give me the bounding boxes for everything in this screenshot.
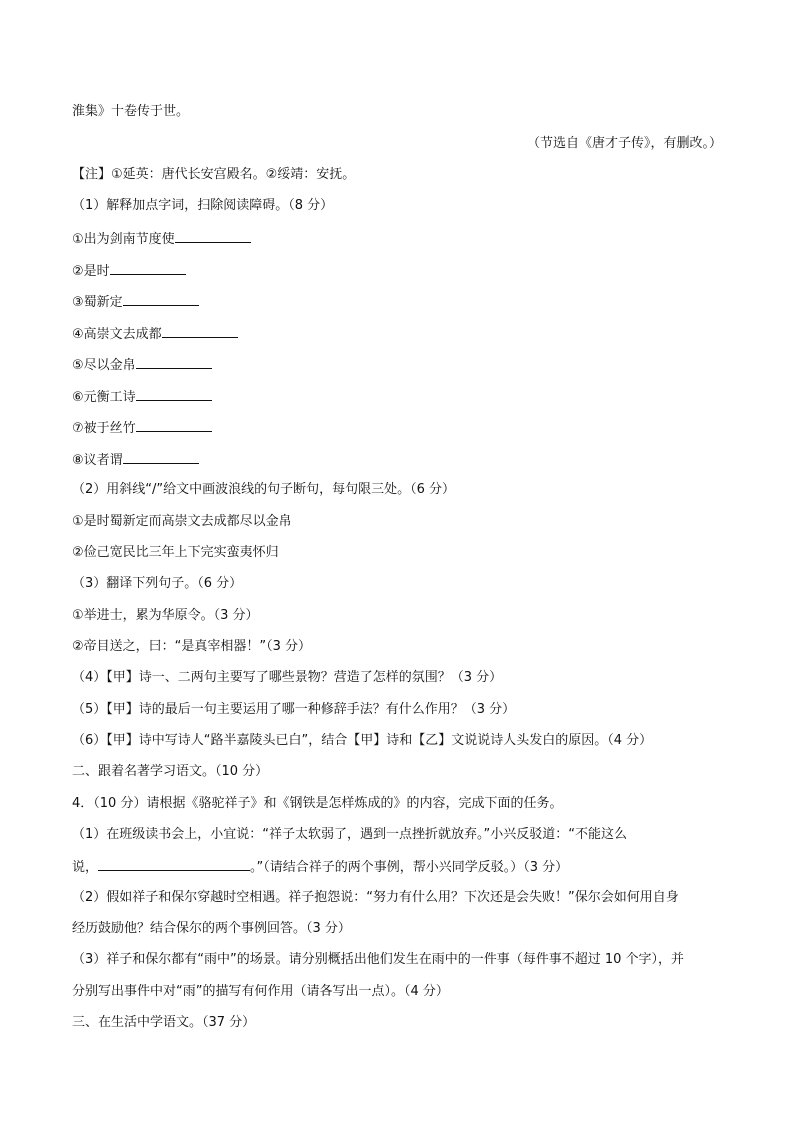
answer-blank[interactable] [136,419,212,432]
item-text: ②是时 [72,264,110,279]
item-text: ①出为剑南节度使 [72,232,175,247]
source-note: （节选自《唐才子传》，有删改。） [526,136,722,151]
item-text: ⑦被于丝竹 [72,421,136,436]
question-3: （3）翻译下列句子。（6 分） [72,576,243,591]
translate-1: ①举进士，累为华原令。（3 分） [72,608,259,623]
answer-item-3 [72,293,199,311]
answer-blank[interactable] [123,451,199,464]
answer-blank[interactable] [136,356,212,369]
question-2: （2）用斜线“/”给文中画波浪线的句子断句，每句限三处。（6 分） [72,482,456,497]
question-4-intro: 4．（10 分）请根据《骆驼祥子》和《钢铁是怎样炼成的》的内容，完成下面的任务。 [72,796,563,811]
item-text: ⑧议者谓 [72,453,123,468]
item-text: ④高崇文去成都 [72,327,162,342]
question-5: （5）【甲】诗的最后一句主要运用了哪一种修辞手法？有什么作用？（3 分） [72,702,516,717]
section-heading-2: 二、跟着名著学习语文。（10 分） [72,764,269,779]
line-end: 。”（请结合祥子的两个事例，帮小兴同学反驳。）（3 分） [250,860,569,875]
item-text: ③蜀新定 [72,295,123,310]
answer-item-6 [72,388,212,406]
task-3-line-2: 分别写出事件中对“雨”的描写有何作用（请各写出一点）。（4 分） [72,984,449,999]
translate-2: ②帝目送之，曰：“是真宰相器！”（3 分） [72,639,312,654]
answer-blank[interactable] [123,293,199,306]
task-3-line-1: （3）祥子和保尔都有“雨中”的场景。请分别概括出他们发生在雨中的一件事（每件事不超过 10 个字），并 [72,952,685,967]
task-2-line-2: 经历鼓励他？结合保尔的两个事例回答。（3 分） [72,921,351,936]
answer-blank[interactable] [136,388,212,401]
task-1-line-1: （1）在班级读书会上，小宜说：“祥子太软弱了，遇到一点挫折就放弃。”小兴反驳道：“不能这么 [72,827,627,842]
question-4: （4）【甲】诗一、二两句主要写了哪些景物？营造了怎样的氛围？（3 分） [72,670,503,685]
task-1-line-2 [72,858,568,876]
line-start: 说， [72,860,99,875]
item-text: ⑥元衡工诗 [72,390,136,405]
answer-blank[interactable] [98,858,250,871]
text-line: 淮集》十卷传于世。 [72,104,190,119]
task-2-line-1: （2）假如祥子和保尔穿越时空相遇。祥子抱怨说：“努力有什么用？下次还是会失败！”保尔会如何用自身 [72,890,679,905]
sentence-2: ②俭己宽民比三年上下完实蛮夷怀归 [72,545,279,560]
answer-item-7 [72,419,212,437]
answer-blank[interactable] [110,262,186,275]
question-1: （1）解释加点字词，扫除阅读障碍。（8 分） [72,198,334,213]
answer-item-8 [72,451,199,469]
annotation-note: 【注】①延英：唐代长安宫殿名。②绥靖：安抚。 [72,167,356,182]
sentence-1: ①是时蜀新定而高崇文去成都尽以金帛 [72,514,292,529]
item-text: ⑤尽以金帛 [72,358,136,373]
answer-item-5 [72,356,212,374]
answer-item-1 [72,230,251,248]
answer-item-4 [72,325,238,343]
question-6: （6）【甲】诗中写诗人“路半嘉陵头已白”，结合【甲】诗和【乙】文说说诗人头发白的原因。（4 分） [72,733,653,748]
section-heading-3: 三、在生活中学语文。（37 分） [72,1015,256,1030]
answer-item-2 [72,262,186,280]
answer-blank[interactable] [175,230,251,243]
answer-blank[interactable] [162,325,238,338]
